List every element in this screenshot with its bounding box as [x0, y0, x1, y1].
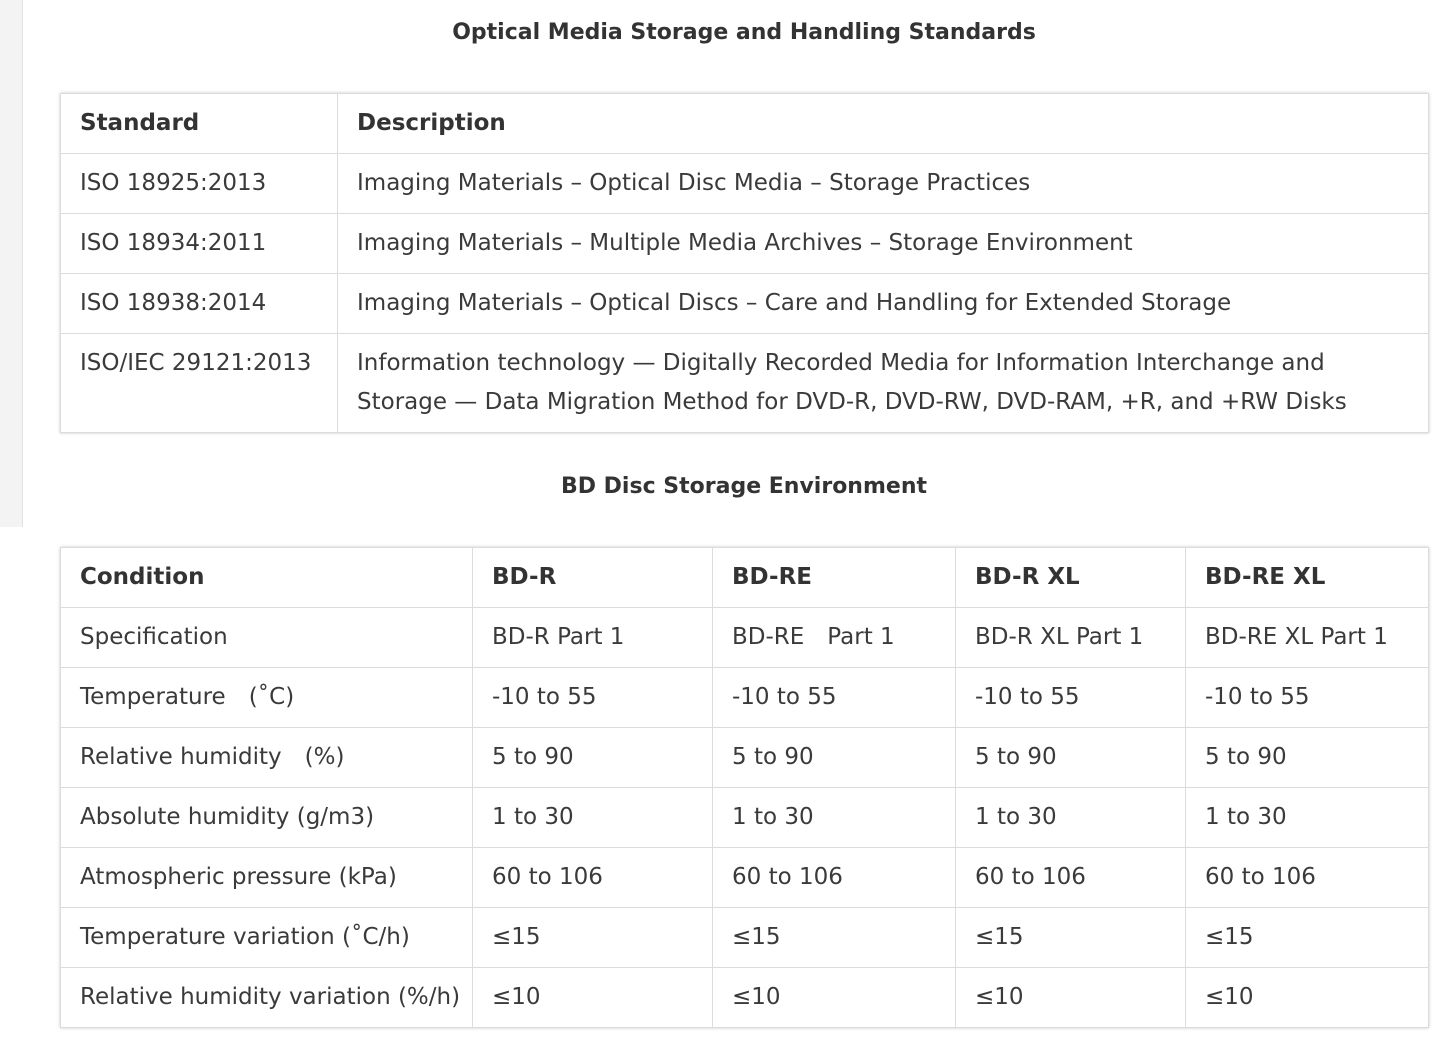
table-cell: 60 to 106: [713, 848, 956, 908]
table-cell: BD-RE Part 1: [713, 608, 956, 668]
table-cell: -10 to 55: [473, 668, 713, 728]
left-sidebar-rail: [0, 0, 23, 527]
condition-cell: Temperature (˚C): [61, 668, 473, 728]
table-cell: ≤10: [713, 968, 956, 1028]
table-row: [61, 728, 1429, 788]
table-cell: ≤10: [473, 968, 713, 1028]
table-row: [61, 968, 1429, 1028]
table-row: [61, 908, 1429, 968]
table-cell: -10 to 55: [956, 668, 1186, 728]
description-cell: Imaging Materials – Optical Disc Media – Storage Practices: [338, 154, 1429, 214]
table-cell: ≤10: [1186, 968, 1429, 1028]
standard-cell: ISO 18934:2011: [61, 214, 338, 274]
condition-cell: Relative humidity variation (%/h): [61, 968, 473, 1028]
condition-cell: Specification: [61, 608, 473, 668]
table-row: [61, 214, 1429, 274]
table-cell: BD-R XL Part 1: [956, 608, 1186, 668]
table-cell: 1 to 30: [1186, 788, 1429, 848]
table-cell: BD-R Part 1: [473, 608, 713, 668]
table-cell: 60 to 106: [473, 848, 713, 908]
table-header-row: [61, 548, 1429, 608]
table-cell: 1 to 30: [713, 788, 956, 848]
column-header-standard: Standard: [61, 94, 338, 154]
environment-table-caption: BD Disc Storage Environment: [560, 474, 927, 499]
description-cell: Imaging Materials – Multiple Media Archives – Storage Environment: [338, 214, 1429, 274]
table-cell: ≤15: [473, 908, 713, 968]
description-cell: Information technology — Digitally Recorded Media for Information Interchange and Storage — Data Migration Method for DVD-R, DVD-RW, DVD-RAM, +R, and +RW Disks: [338, 334, 1429, 433]
table-cell: 60 to 106: [956, 848, 1186, 908]
standard-cell: ISO 18938:2014: [61, 274, 338, 334]
table-cell: 5 to 90: [713, 728, 956, 788]
table-cell: 60 to 106: [1186, 848, 1429, 908]
column-header-bd-r-xl: BD-R XL: [956, 548, 1186, 608]
table-cell: ≤15: [956, 908, 1186, 968]
table-cell: -10 to 55: [1186, 668, 1429, 728]
condition-cell: Temperature variation (˚C/h): [61, 908, 473, 968]
table-cell: BD-RE XL Part 1: [1186, 608, 1429, 668]
condition-cell: Atmospheric pressure (kPa): [61, 848, 473, 908]
table-row: [61, 848, 1429, 908]
standards-table-caption: Optical Media Storage and Handling Standards: [452, 20, 1036, 45]
condition-cell: Absolute humidity (g/m3): [61, 788, 473, 848]
table-cell: ≤15: [713, 908, 956, 968]
column-header-bd-re-xl: BD-RE XL: [1186, 548, 1429, 608]
standard-cell: ISO 18925:2013: [61, 154, 338, 214]
standards-table: [60, 93, 1429, 433]
table-cell: 5 to 90: [1186, 728, 1429, 788]
column-header-bd-r: BD-R: [473, 548, 713, 608]
column-header-condition: Condition: [61, 548, 473, 608]
column-header-description: Description: [338, 94, 1429, 154]
table-cell: ≤10: [956, 968, 1186, 1028]
table-row: [61, 334, 1429, 433]
table-row: [61, 274, 1429, 334]
table-cell: ≤15: [1186, 908, 1429, 968]
table-row: [61, 608, 1429, 668]
table-cell: 5 to 90: [956, 728, 1186, 788]
table-row: [61, 788, 1429, 848]
description-cell: Imaging Materials – Optical Discs – Care and Handling for Extended Storage: [338, 274, 1429, 334]
table-cell: 5 to 90: [473, 728, 713, 788]
table-cell: 1 to 30: [473, 788, 713, 848]
table-cell: -10 to 55: [713, 668, 956, 728]
table-cell: 1 to 30: [956, 788, 1186, 848]
condition-cell: Relative humidity (%): [61, 728, 473, 788]
standard-cell: ISO/IEC 29121:2013: [61, 334, 338, 433]
table-header-row: [61, 94, 1429, 154]
table-row: [61, 154, 1429, 214]
environment-table: [60, 547, 1429, 1028]
column-header-bd-re: BD-RE: [713, 548, 956, 608]
table-row: [61, 668, 1429, 728]
